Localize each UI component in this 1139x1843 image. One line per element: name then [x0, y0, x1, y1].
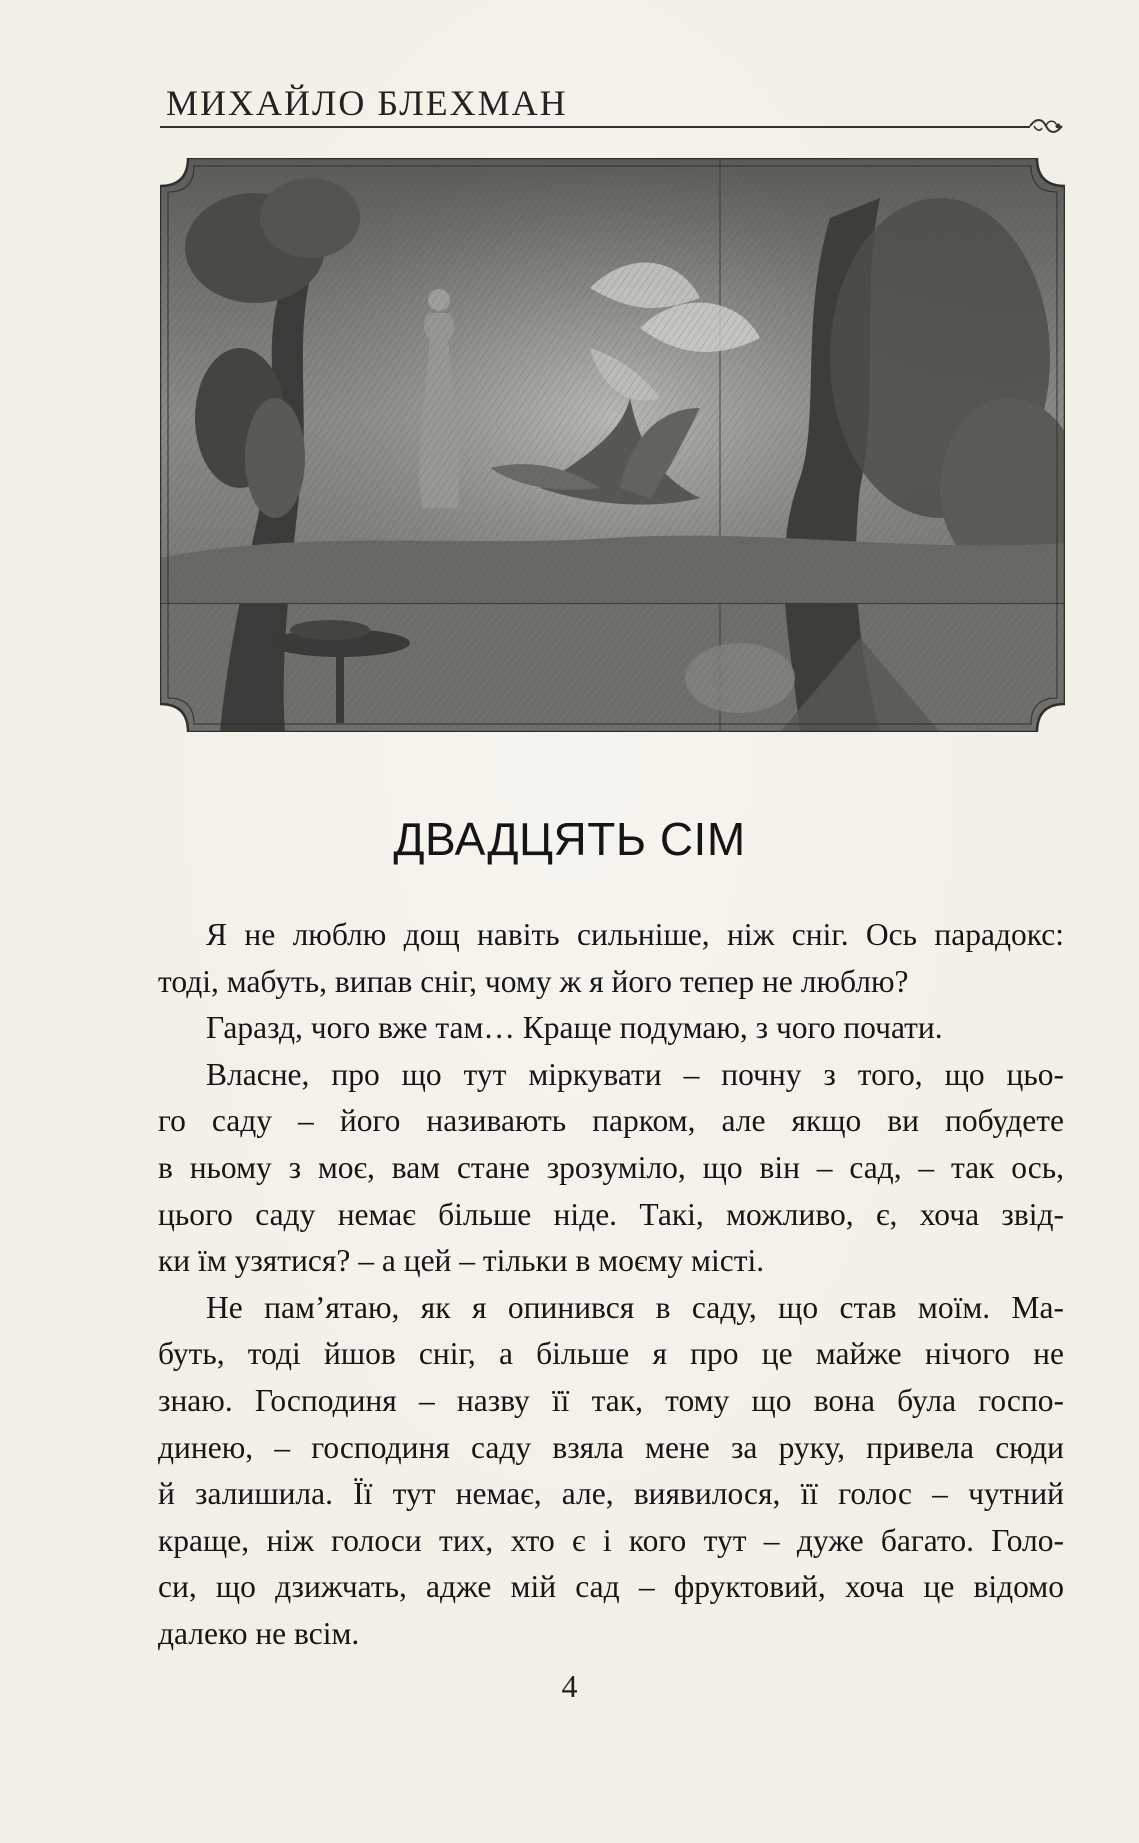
header-author: МИХАЙЛО БЛЕХМАН	[166, 83, 568, 123]
chapter-title: ДВАДЦЯТЬ СІМ	[393, 813, 746, 865]
text-line: си, що дзижчать, адже мій сад – фруктовий, хоча це відомо	[158, 1569, 1064, 1605]
text-line: знаю. Господиня – назву її так, тому що вона була госпо-	[158, 1382, 1064, 1418]
text-line: в ньому з моє, вам стане зрозуміло, що він – сад, – так ось,	[158, 1149, 1064, 1185]
page-number: 4	[561, 1668, 578, 1704]
text-line: Не пам’ятаю, як я опинився в саду, що став моїм. Ма-	[206, 1289, 1064, 1325]
garden-engraving-image	[160, 158, 1065, 732]
text-line: тоді, мабуть, випав сніг, чому ж я його тепер не люблю?	[158, 963, 909, 999]
text-line: буть, тоді йшов сніг, а більше я про це майже нічого не	[158, 1336, 1064, 1372]
running-header	[160, 82, 1060, 132]
text-line: Я не люблю дощ навіть сильніше, ніж сніг. Ось парадокс:	[206, 917, 1064, 952]
chapter-illustration	[160, 158, 1065, 732]
text-line: динею, – господиня саду взяла мене за руку, привела сюди	[158, 1429, 1064, 1465]
text-line: й залишила. Її тут немає, але, виявилося, її голос – чутний	[158, 1476, 1064, 1512]
header-rule	[160, 126, 1030, 128]
text-line: Власне, про що тут міркувати – почну з того, що цьо-	[206, 1056, 1064, 1092]
text-line: краще, ніж голоси тих, хто є і кого тут – дуже багато. Голо-	[158, 1522, 1064, 1558]
text-line: го саду – його називають парком, але якщо ви побудете	[158, 1103, 1064, 1139]
text-line: далеко не всім.	[158, 1615, 360, 1651]
text-line: ки їм узятися? – а цей – тільки в моєму місті.	[158, 1243, 765, 1279]
text-line: Гаразд, чого вже там… Краще подумаю, з чого почати.	[206, 1010, 943, 1046]
header-ornament-icon	[1028, 114, 1064, 138]
text-line: цього саду немає більше ніде. Такі, можливо, є, хоча звід-	[158, 1196, 1064, 1232]
chapter-body	[158, 912, 1064, 1658]
